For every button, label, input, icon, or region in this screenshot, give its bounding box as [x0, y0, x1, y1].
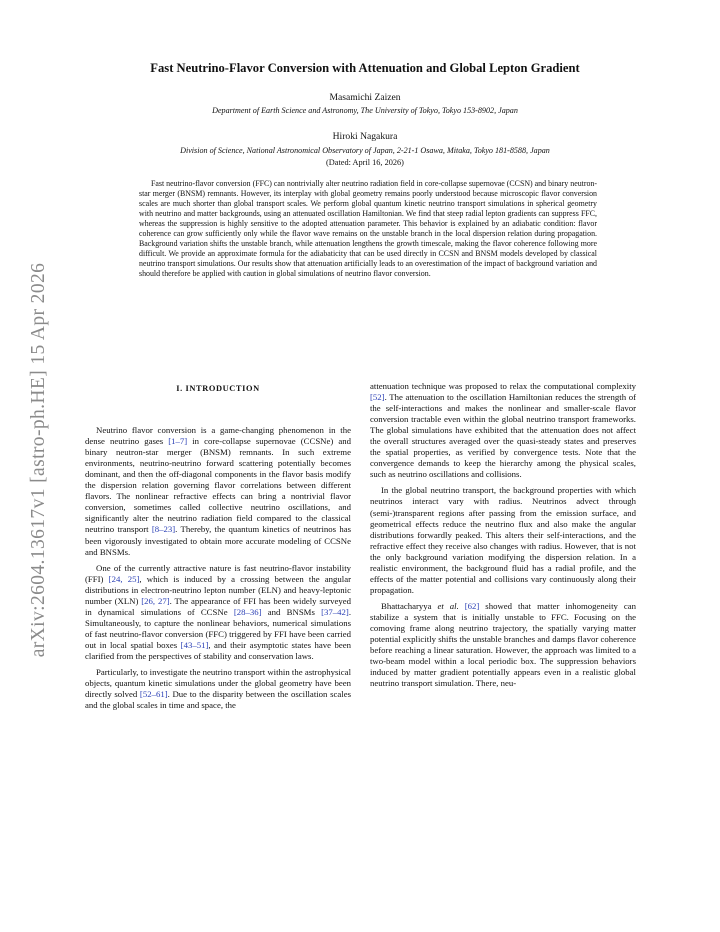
citation-link[interactable]: [37–42]: [321, 606, 349, 617]
citation-link[interactable]: [52]: [370, 392, 385, 403]
left-column: [85, 381, 351, 716]
citation-link[interactable]: [8–23]: [151, 524, 176, 535]
paragraph: Particularly, to investigate the neutrino transport within the astrophysical objects, quantum kinetic simulations under the global geometry have been directly solved [52–61]. Due to the disparity between the oscillation scales and the global scales in time and space, the: [85, 667, 351, 711]
author-affiliation: Department of Earth Science and Astronomy, The University of Tokyo, Tokyo 153-8902, Japan: [212, 106, 518, 115]
citation-link[interactable]: [26, 27]: [141, 595, 170, 606]
citation-link[interactable]: [43–51]: [180, 639, 209, 650]
arxiv-identifier: arXiv:2604.13617v1 [astro-ph.HE] 15 Apr 2026: [28, 262, 49, 658]
author-name: Hiroki Nagakura: [332, 131, 398, 142]
citation-link[interactable]: [24, 25]: [108, 573, 140, 584]
paragraph: In the global neutrino transport, the background properties with which neutrinos interact vary with radius. Neutrinos advect through (semi-)transparent regions after passing from the emission surface, and geometrical effects reduce the neutrino flux and also make the angular distributions forwardly peaked. This alters their self-interactions, and the refractive effect they receive also changes with radius. However, that is not the only background variation modifying the dispersion relation. In a realistic environment, the background fluid has a radial profile, and the effects of the matter potential and collisions vary continuously along their propagation.: [370, 485, 636, 595]
author-name: Masamichi Zaizen: [329, 92, 401, 103]
citation-link[interactable]: [28–36]: [233, 606, 262, 617]
citation-link[interactable]: [52–61]: [139, 689, 168, 700]
author-affiliation: Division of Science, National Astronomical Observatory of Japan, 2-21-1 Osawa, Mitaka, Tokyo 181-8588, Japan: [180, 146, 550, 155]
paper-title: Fast Neutrino-Flavor Conversion with Attenuation and Global Lepton Gradient: [150, 61, 580, 75]
paragraph: One of the currently attractive nature is fast neutrino-flavor instability (FFI) [24, 25], which is induced by a crossing between the angular distributions in electron-neutrino lepton number (ELN) and heavy-leptonic number (XLN) [26, 27]. The appearance of FFI has been widely surveyed in dynamical simulations of CCSNe [28–36] and BNSMs [37–42]. Simultaneously, to capture the nonlinear behaviors, numerical simulations of fast neutrino-flavor conversion (FFC) triggered by FFI have been carried out in local spatial boxes [43–51], and their asymptotic states have been clarified from the perspectives of stability and conservation laws.: [85, 562, 352, 661]
dated-line: (Dated: April 16, 2026): [326, 158, 404, 167]
paragraph: attenuation technique was proposed to relax the computational complexity [52]. The attenuation to the oscillation Hamiltonian reduces the strength of the self-interactions and makes the nonlinear and smaller-scale flavor conversion tractable even within the global neutrino transport frameworks. The global simulations have exhibited that the attenuation does not affect the overall structures averaged over the quasi-steady states and preserves the spatial properties, as verified by convergence tests. Note that the convergence demands to keep the hierarchy among the physical scales, such as neutrino oscillations and collisions.: [370, 381, 636, 480]
citation-link[interactable]: [1–7]: [168, 436, 188, 447]
abstract: Fast neutrino-flavor conversion (FFC) can nontrivially alter neutrino radiation field in core-collapse supernovae (CCSN) and binary neutron-star merger (BNSM) remnants. However, its interplay with global geometry remains poorly understood because microscopic flavor conversion scales are much shorter than global transport scales. We perform global quantum kinetic neutrino transport simulations in spherical geometry with neutrino and matter backgrounds, using an attenuated oscillation Hamiltonian. We find that steep radial lepton gradients can suppress FFC, whereas the suppression is highly sensitive to the adopted attenuation parameter. This behavior is explained by an adiabatic condition: flavor coherence can grow sufficiently only while the flavor wave remains on the unstable branch in the local dispersion relation during propagation. Background variation shifts the unstable branch, while attenuation lengthens the growth timescale, making the flavor coherence following more difficult. We provide an approximate formula for the adiabaticity that can be used directly in CCSN and BNSM models developed by classical neutrino transport simulations. Our results show that attenuation artificially leads to an overestimation of the impact of background variation and should therefore be applied with caution in global simulations of neutrino flavor conversion.: [139, 179, 597, 279]
paragraph: Neutrino flavor conversion is a game-changing phenomenon in the dense neutrino gases [1–7] in core-collapse supernovae (CCSNe) and binary neutron-star merger (BNSM) remnants. In such extreme environments, neutrino-neutrino forward scattering potentially becomes dominant, and then the off-diagonal components in the flavor basis modify the dispersion relation governing flavor correlations between different flavors. The nonlinear refractive effects can bring a nontrivial flavor conversion, sometimes called collective neutrino oscillations, and significantly alter the neutrino radiation field compared to the classical neutrino transport [8–23]. Thereby, the quantum kinetics of neutrinos has been vigorously investigated to obtain more accurate modeling of CCSNe and BNSMs.: [85, 425, 352, 557]
paragraph: Bhattacharyya et al. [62] showed that matter inhomogeneity can stabilize a system that is initially unstable to FFC. Focusing on the comoving frame along neutrino trajectory, the spatially varying matter potential explicitly shifts the unstable branches and damps flavor coherence before reaching a linear saturation. However, the approach was limited to a two-beam model within a local periodic box. The suppression behaviors induced by matter gradient potentially appears even in a realistic global neutrino transport simulation. There, neu-: [370, 600, 636, 689]
citation-link[interactable]: [62]: [464, 600, 480, 611]
arxiv-sidebar-stamp: [24, 230, 54, 690]
right-column: [370, 381, 636, 694]
section-heading: I. INTRODUCTION: [176, 384, 260, 393]
